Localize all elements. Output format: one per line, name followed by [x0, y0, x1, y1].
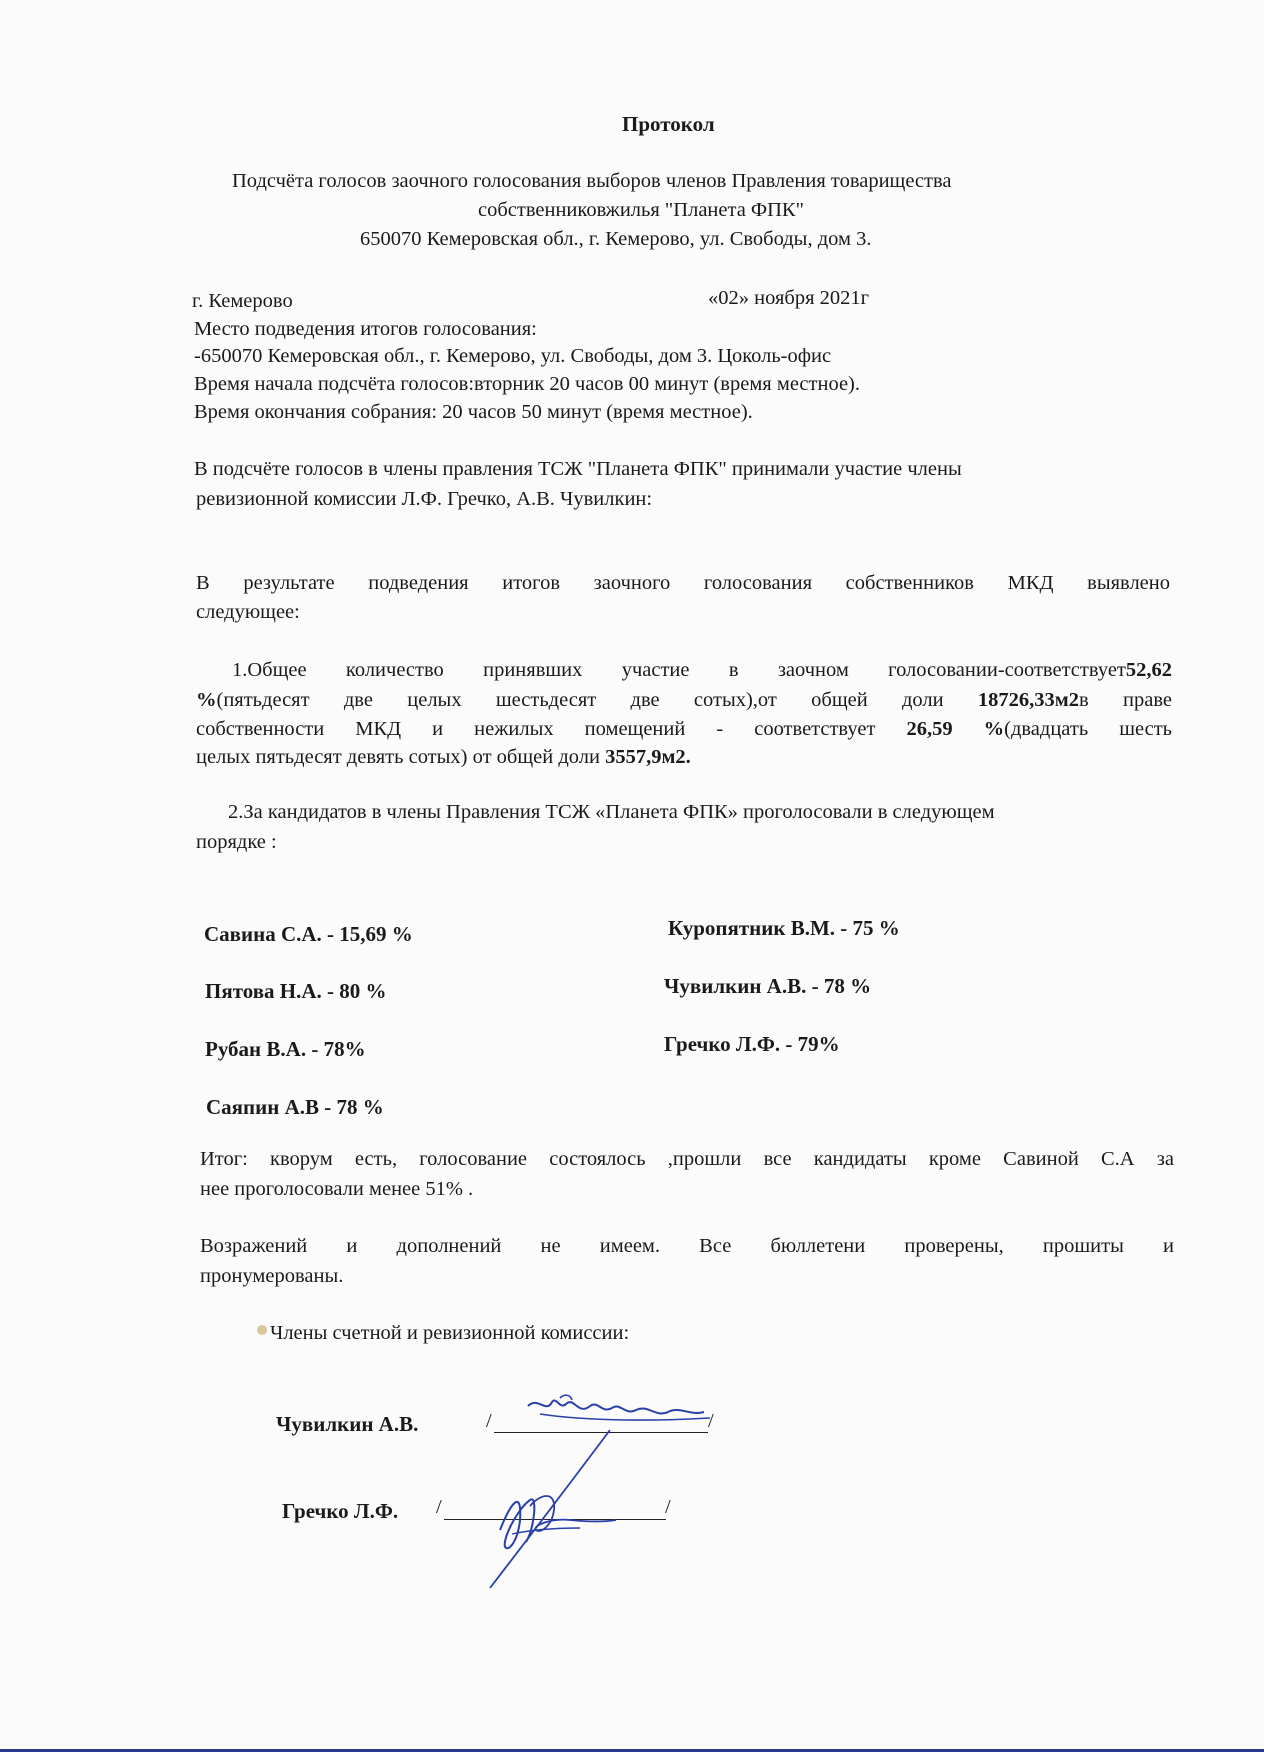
item1-percent: 52,62	[1125, 659, 1172, 681]
result-intro-line-2: следующее:	[196, 601, 300, 623]
info-line-1: Место подведения итогов голосования:	[194, 318, 537, 340]
total-line-1: Итог: кворум есть, голосование состоялось ,прошли все кандидаты кроме Савиной С.А за	[200, 1148, 1174, 1170]
item1-percent-2: 26,59 %	[906, 718, 1005, 740]
item2-line-2: порядке :	[196, 831, 277, 853]
counting-line-1: В подсчёте голосов в члены правления ТСЖ "Планета ФПК" принимали участие члены	[194, 458, 962, 480]
info-line-4: Время окончания собрания: 20 часов 50 минут (время местное).	[194, 401, 753, 423]
candidate-left-3: Рубан В.А. - 78%	[205, 1037, 366, 1061]
item1-area: 18726,33м2	[977, 689, 1080, 711]
objection-line-1: Возражений и дополнений не имеем. Все бюллетени проверены, прошиты и	[200, 1235, 1174, 1257]
item1-text-3b: (двадцать шесть	[1004, 718, 1173, 740]
objection-line-2: пронумерованы.	[200, 1265, 344, 1287]
stain-mark	[257, 1325, 267, 1335]
item1-line-3	[196, 718, 1172, 741]
subtitle-line-2: собственниковжилья "Планета ФПК"	[478, 199, 804, 221]
total-line-2: нее проголосовали менее 51% .	[200, 1178, 474, 1200]
document-date: «02» ноября 2021г	[708, 287, 870, 309]
signature-slash-close-2: /	[665, 1496, 671, 1518]
item1-text-3a: собственности МКД и нежилых помещений - соответствует	[196, 718, 907, 740]
signature-slash-open-2: /	[436, 1496, 442, 1518]
item1-line-1	[232, 659, 1172, 682]
signature-mark-2	[460, 1430, 620, 1590]
signature-slash-close-1: /	[708, 1410, 714, 1432]
result-intro-line-1: В результате подведения итогов заочного голосования собственников МКД выявлено	[196, 572, 1170, 594]
document-title: Протокол	[622, 112, 715, 136]
signature-mark-1	[520, 1392, 720, 1432]
subtitle-line-1: Подсчёта голосов заочного голосования выборов членов Правления товарищества	[232, 170, 952, 192]
signature-name-1: Чувилкин А.В.	[276, 1412, 419, 1436]
item1-text-4: целых пятьдесят девять сотых) от общей доли	[196, 746, 606, 768]
candidate-left-4: Саяпин А.В - 78 %	[206, 1095, 384, 1119]
candidate-left-2: Пятова Н.А. - 80 %	[205, 979, 387, 1003]
item1-text-2b: в праве	[1079, 689, 1172, 711]
counting-line-2: ревизионной комиссии Л.Ф. Гречко, А.В. Чувилкин:	[196, 488, 653, 510]
candidate-right-2: Чувилкин А.В. - 78 %	[664, 974, 872, 998]
city: г. Кемерово	[192, 290, 293, 312]
info-line-2: -650070 Кемеровская обл., г. Кемерово, ул. Свободы, дом 3. Цоколь-офис	[194, 345, 832, 367]
item1-line-4	[196, 746, 691, 769]
signature-name-2: Гречко Л.Ф.	[282, 1499, 399, 1523]
item1-text-2a: (пятьдесят две целых шестьдесят две сотых),от общей доли	[216, 689, 978, 711]
subtitle-line-3: 650070 Кемеровская обл., г. Кемерово, ул. Свободы, дом 3.	[360, 228, 872, 250]
item1-area-2: 3557,9м2.	[605, 746, 691, 768]
item1-text: 1.Общее количество принявших участие в заочном голосовании-соответствует	[232, 659, 1126, 681]
signature-slash-open-1: /	[486, 1410, 492, 1432]
commission-label: Члены счетной и ревизионной комиссии:	[270, 1322, 630, 1344]
candidate-right-1: Куропятник В.М. - 75 %	[668, 916, 900, 940]
item2-line-1: 2.За кандидатов в члены Правления ТСЖ «Планета ФПК» проголосовали в следующем	[228, 801, 995, 823]
item1-percent-sign: %	[196, 689, 217, 711]
candidate-left-1: Савина С.А. - 15,69 %	[204, 922, 413, 946]
info-line-3: Время начала подсчёта голосов:вторник 20 часов 00 минут (время местное).	[194, 373, 861, 395]
item1-line-2	[196, 689, 1172, 712]
candidate-right-3: Гречко Л.Ф. - 79%	[664, 1032, 840, 1056]
